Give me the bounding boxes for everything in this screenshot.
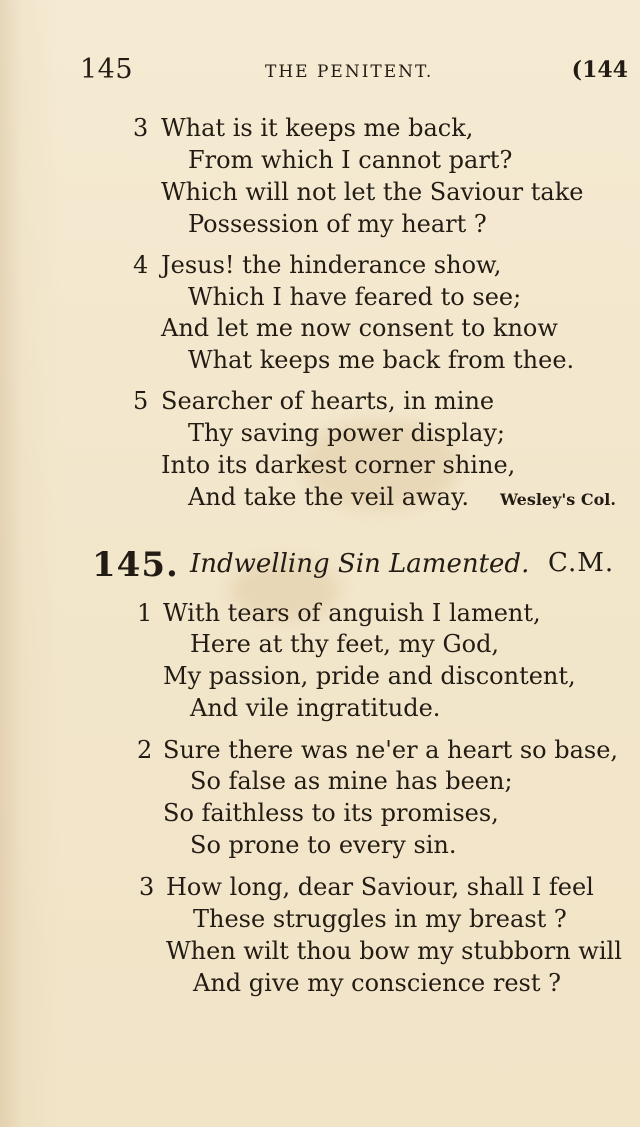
page-number-right: (144: [571, 57, 628, 83]
verse-number: 1: [137, 599, 153, 627]
verse-line: Which I have feared to see;: [188, 283, 522, 311]
verse-line: What keeps me back from thee.: [188, 346, 575, 374]
page-header: [80, 54, 640, 88]
verse-line: When wilt thou bow my stubborn will: [166, 937, 622, 965]
hymn-attribution: Wesley's Col.: [500, 490, 616, 509]
verse-number: 2: [137, 736, 153, 764]
verse-line: Thy saving power display;: [188, 419, 505, 447]
verse-line: Here at thy feet, my God,: [190, 630, 500, 658]
verse-number: 3: [133, 114, 149, 142]
verse-line: From which I cannot part?: [188, 146, 513, 174]
verse-line: And give my conscience rest ?: [193, 969, 562, 997]
verse-line: And let me now consent to know: [161, 314, 558, 342]
verse-line: What is it keeps me back,: [161, 114, 474, 142]
hymn-number: 145.: [92, 545, 179, 585]
verse-line: My passion, pride and discontent,: [163, 662, 576, 690]
verse-line: So prone to every sin.: [190, 831, 457, 859]
hymn-meter: C.M.: [548, 548, 615, 578]
verse-line: These struggles in my breast ?: [193, 905, 567, 933]
page-number-left: 145: [80, 54, 134, 85]
verse-line: Jesus! the hinderance show,: [161, 251, 502, 279]
verse-number: 3: [139, 873, 155, 901]
verse-line: So faithless to its promises,: [163, 799, 499, 827]
verse-line: Into its darkest corner shine,: [161, 451, 516, 479]
verse-line: Sure there was ne'er a heart so base,: [163, 736, 619, 764]
verse-line: With tears of anguish I lament,: [163, 599, 541, 627]
verse-line: Searcher of hearts, in mine: [161, 387, 495, 415]
verse-line: So false as mine has been;: [190, 767, 513, 795]
verse-line: Possession of my heart ?: [188, 210, 487, 238]
verse-number: 5: [133, 387, 149, 415]
verse-line: And take the veil away.: [188, 483, 469, 511]
verse-line: Which will not let the Saviour take: [161, 178, 584, 206]
verse-number: 4: [133, 251, 149, 279]
verse-line: And vile ingratitude.: [190, 694, 441, 722]
running-title: THE PENITENT.: [265, 62, 434, 82]
hymn-title: Indwelling Sin Lamented.: [190, 549, 530, 579]
verse-line: How long, dear Saviour, shall I feel: [166, 873, 594, 901]
